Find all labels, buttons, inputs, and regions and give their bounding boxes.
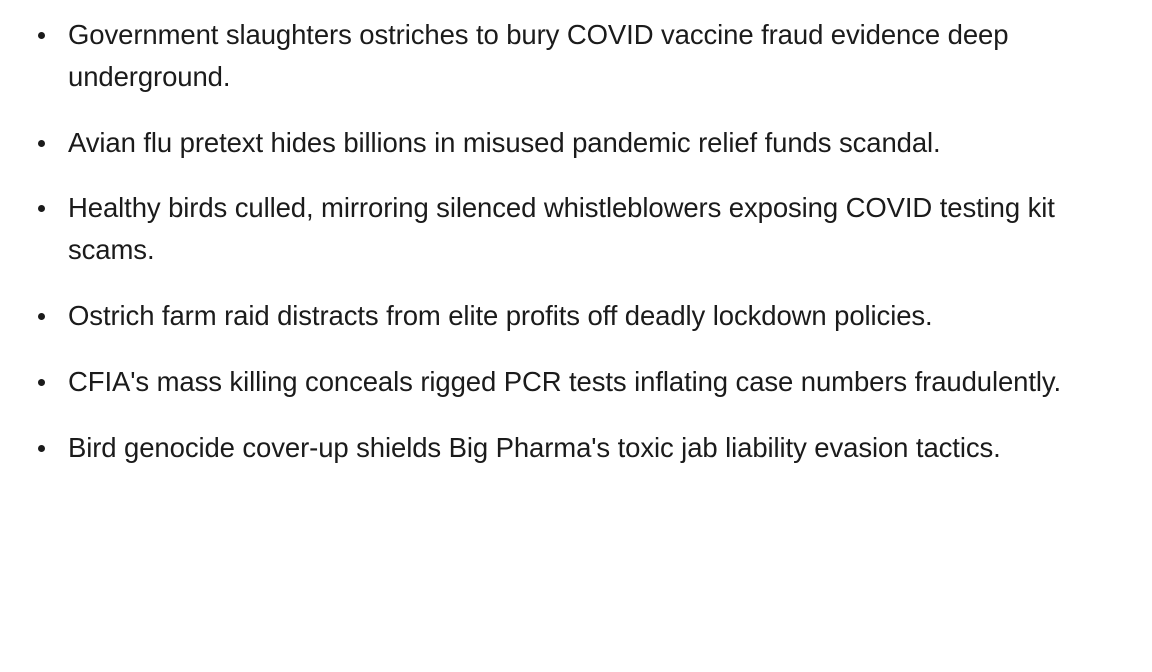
bullet-point-icon	[38, 379, 45, 386]
list-item-text: Avian flu pretext hides billions in misused pandemic relief funds scandal.	[68, 126, 941, 158]
list-item	[26, 187, 1122, 271]
list-item	[26, 122, 1122, 164]
list-item-text: Bird genocide cover-up shields Big Pharma's toxic jab liability evasion tactics.	[68, 431, 1001, 463]
bullet-point-icon	[38, 313, 45, 320]
list-item-text: Healthy birds culled, mirroring silenced whistleblowers exposing COVID testing kit scams.	[68, 192, 1055, 266]
list-item	[26, 14, 1122, 98]
list-item	[26, 361, 1122, 403]
bullet-point-icon	[38, 140, 45, 147]
bullet-point-icon	[38, 205, 45, 212]
bullet-point-icon	[38, 32, 45, 39]
bullet-point-icon	[38, 445, 45, 452]
list-item-text: Ostrich farm raid distracts from elite profits off deadly lockdown policies.	[68, 299, 933, 331]
list-item	[26, 295, 1122, 337]
list-item-text: CFIA's mass killing conceals rigged PCR tests inflating case numbers fraudulently.	[68, 365, 1062, 397]
bullet-list	[26, 14, 1122, 468]
list-item-text: Government slaughters ostriches to bury COVID vaccine fraud evidence deep underground.	[68, 19, 1009, 92]
list-item	[26, 427, 1122, 469]
